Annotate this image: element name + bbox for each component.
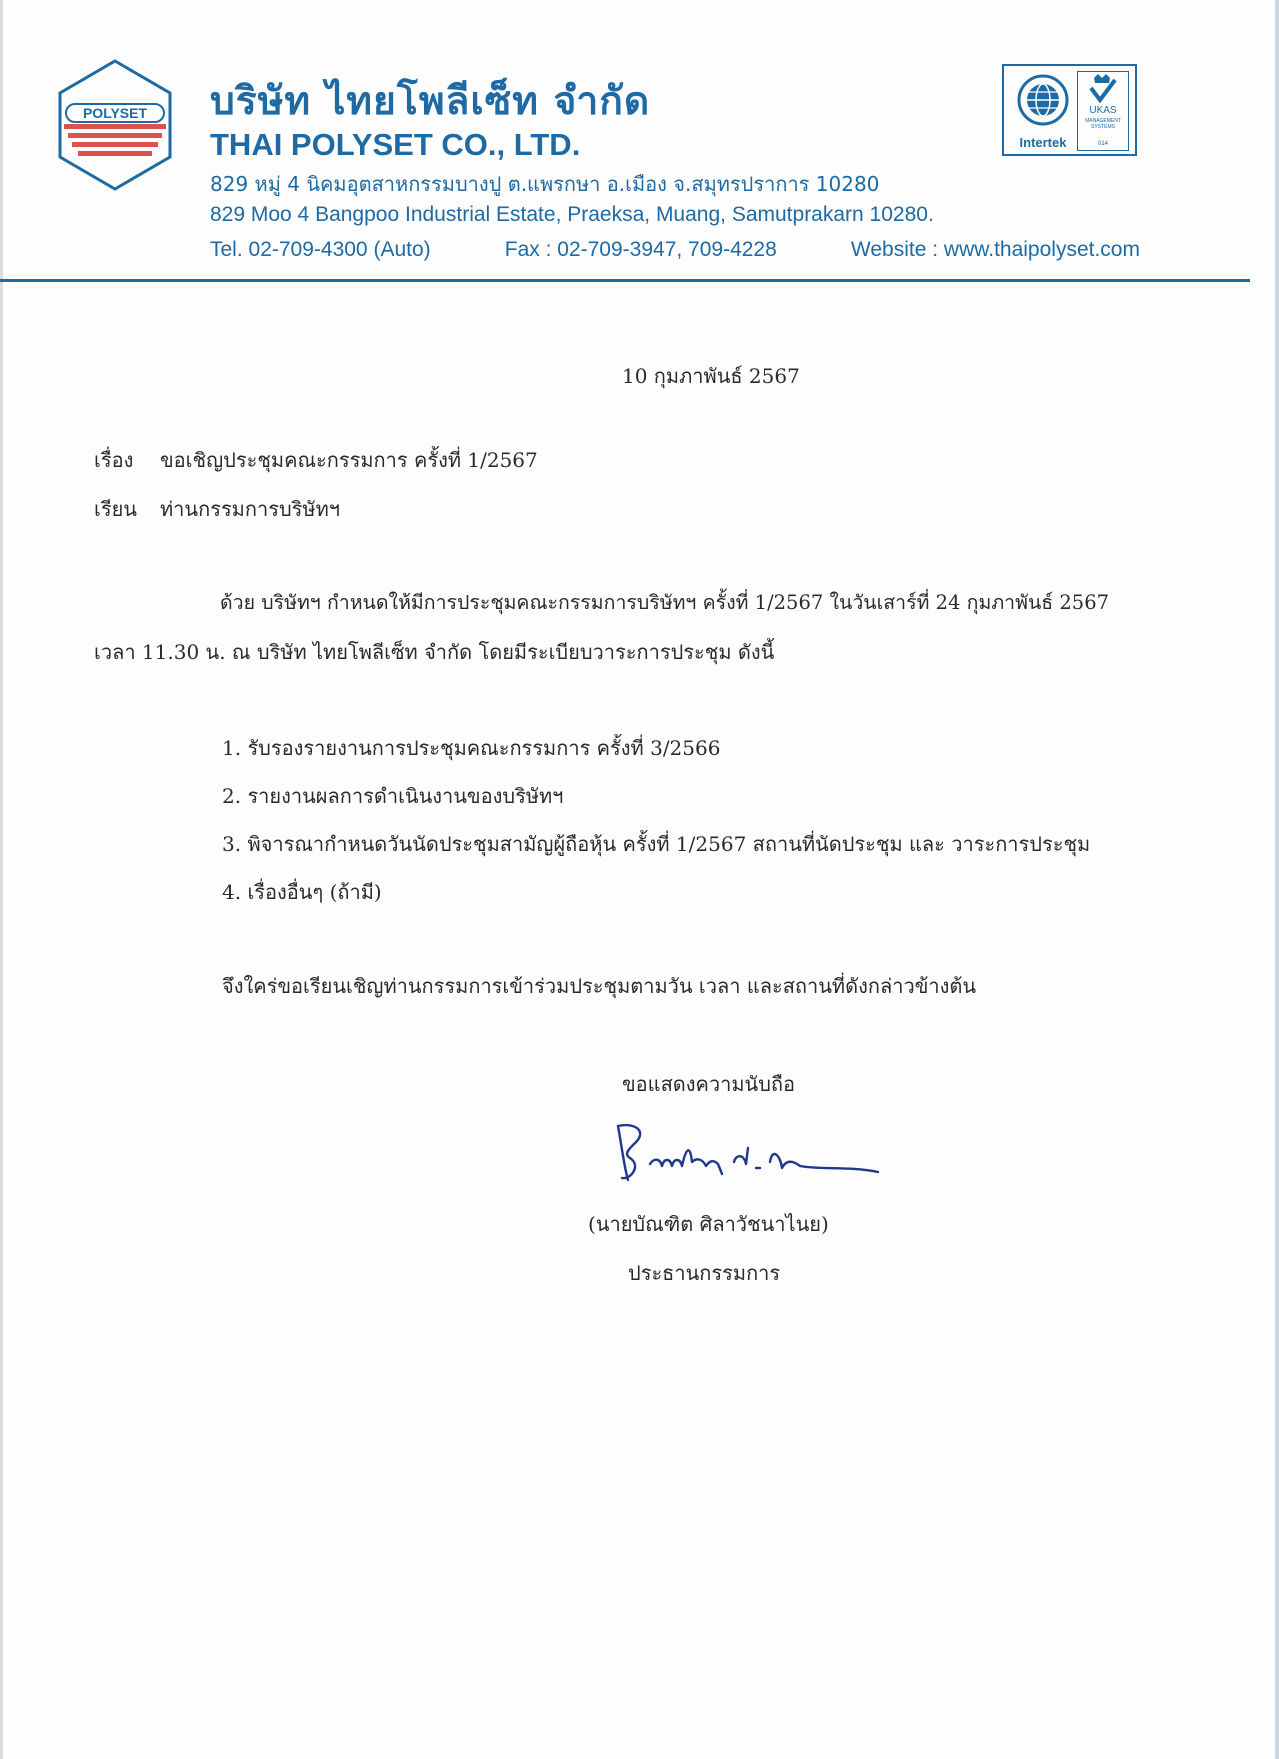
certification-badge [1002,64,1137,156]
subject-text: ขอเชิญประชุมคณะกรรมการ ครั้งที่ 1/2567 [160,448,538,472]
handwritten-signature [610,1118,890,1198]
company-logo [56,58,174,192]
telephone: Tel. 02-709-4300 (Auto) [210,238,431,261]
letter-date: 10 กุมภาพันธ์ 2567 [622,364,800,388]
cert-left-label: Intertek [1019,135,1067,150]
address-thai: 829 หมู่ 4 นิคมอุตสาหกรรมบางปู ต.แพรกษา อ.เมือง จ.สมุทรปราการ 10280 [210,172,880,196]
recipient-label: เรียน [94,497,137,521]
scan-edge-left [0,0,3,1759]
cert-right-number: 014 [1097,141,1108,147]
letterhead-divider [0,279,1250,282]
agenda-item-1: 1. รับรองรายงานการประชุมคณะกรรมการ ครั้งที่ 3/2566 [222,736,721,760]
ukas-badge [1077,71,1129,151]
signer-name: (นายบัณฑิต ศิลาวัชนาไนย) [588,1212,829,1236]
logo-text: POLYSET [82,105,148,121]
cert-right-label: UKAS [1089,105,1117,116]
company-name-english: THAI POLYSET CO., LTD. [210,127,581,162]
closing-paragraph: จึงใคร่ขอเรียนเชิญท่านกรรมการเข้าร่วมประชุมตามวัน เวลา และสถานที่ดังกล่าวข้างต้น [222,974,977,998]
agenda-item-4: 4. เรื่องอื่นๆ (ถ้ามี) [222,880,382,904]
logo-stripes [64,124,166,156]
website-link[interactable]: Website : www.thaipolyset.com [850,238,1140,261]
address-english: 829 Moo 4 Bangpoo Industrial Estate, Praeksa, Muang, Samutprakarn 10280. [210,203,934,226]
recipient-text: ท่านกรรมการบริษัทฯ [160,497,340,521]
regards: ขอแสดงความนับถือ [622,1072,796,1096]
scan-edge-right [1275,0,1279,1759]
agenda-item-2: 2. รายงานผลการดำเนินงานของบริษัทฯ [222,784,564,808]
signer-position: ประธานกรรมการ [628,1261,781,1285]
fax: Fax : 02-709-3947, 709-4228 [504,238,777,261]
crown-check-icon [1078,72,1127,104]
agenda-item-3: 3. พิจารณากำหนดวันนัดประชุมสามัญผู้ถือหุ้น ครั้งที่ 1/2567 สถานที่นัดประชุม และ วาระการประชุม [222,832,1091,856]
contact-line [210,238,1140,262]
body-paragraph-line-2: เวลา 11.30 น. ณ บริษัท ไทยโพลีเซ็ท จำกัด โดยมีระเบียบวาระการประชุม ดังนี้ [94,640,775,664]
subject-label: เรื่อง [94,448,134,472]
company-name-thai: บริษัท ไทยโพลีเซ็ท จำกัด [210,79,651,124]
cert-right-sub: MANAGEMENT SYSTEMS [1085,118,1121,130]
body-paragraph-line-1: ด้วย บริษัทฯ กำหนดให้มีการประชุมคณะกรรมการบริษัทฯ ครั้งที่ 1/2567 ในวันเสาร์ที่ 24 กุมภาพันธ์ 2567 [220,591,1110,614]
